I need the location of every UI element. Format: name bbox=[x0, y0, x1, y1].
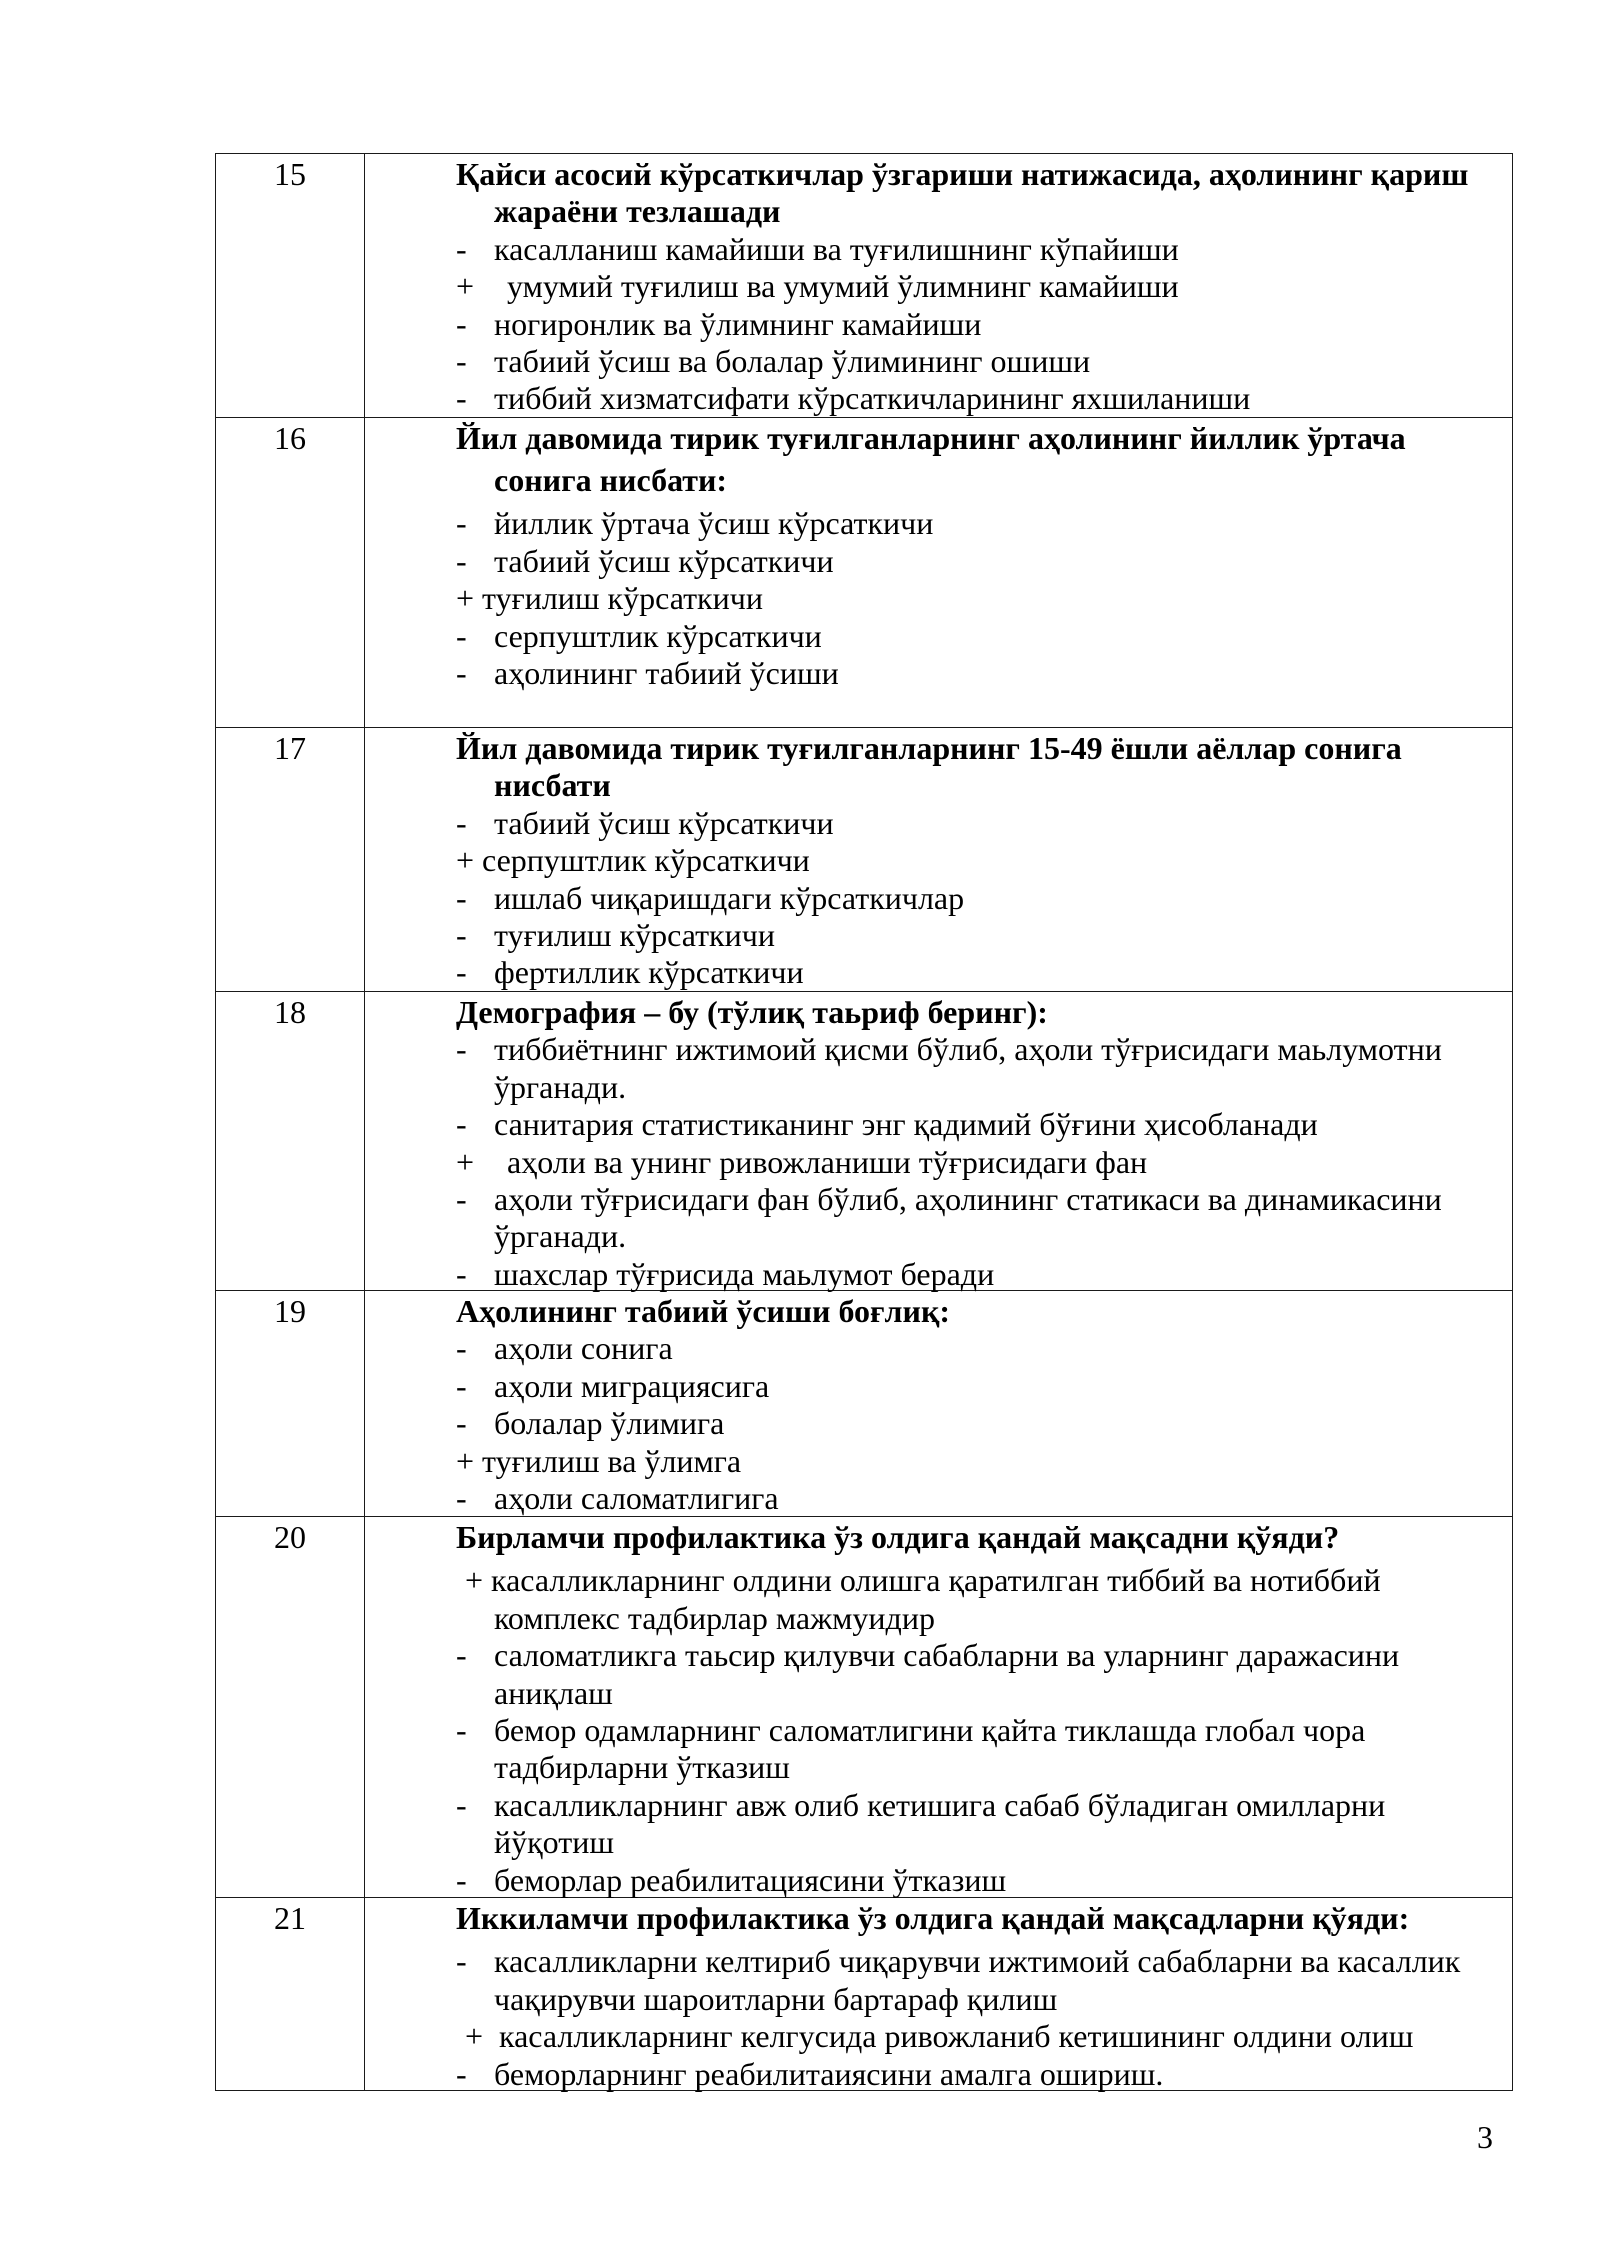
option-text: болалар ўлимига bbox=[494, 1405, 725, 1442]
option-line bbox=[456, 1749, 1512, 1786]
answer-option bbox=[456, 1480, 1512, 1517]
option-line bbox=[456, 1106, 1512, 1143]
option-text: ўрганади. bbox=[494, 1218, 627, 1255]
option-line bbox=[456, 842, 1512, 879]
answer-option bbox=[456, 1443, 1512, 1480]
answer-option bbox=[456, 1943, 1512, 2018]
option-line bbox=[456, 1862, 1512, 1899]
answer-option bbox=[456, 543, 1512, 580]
option-text: туғилиш кўрсаткичи bbox=[494, 916, 775, 953]
option-text: касалликларнинг олдини олишга қаратилган тиббий ва нотиббий bbox=[491, 1562, 1381, 1599]
question-cell bbox=[365, 154, 1512, 417]
answer-option bbox=[456, 505, 1512, 542]
option-marker: - bbox=[456, 1405, 467, 1442]
option-text: ногиронлик ва ўлимнинг камайиши bbox=[494, 305, 982, 342]
question-row-18 bbox=[216, 992, 1512, 1291]
option-line bbox=[456, 1405, 1512, 1442]
option-text: ишлаб чиқаришдаги кўрсаткичлар bbox=[494, 879, 965, 916]
option-line bbox=[456, 1480, 1512, 1517]
option-line bbox=[456, 1824, 1512, 1861]
answer-option bbox=[456, 1368, 1512, 1405]
option-marker: - bbox=[456, 1255, 467, 1292]
option-text: умумий туғилиш ва умумий ўлимнинг камайиши bbox=[507, 268, 1179, 305]
option-line bbox=[456, 1637, 1512, 1674]
question-number: 20 bbox=[216, 1517, 365, 1897]
option-line bbox=[456, 1712, 1512, 1749]
option-marker: - bbox=[456, 1943, 467, 1980]
option-line bbox=[456, 1787, 1512, 1824]
option-line bbox=[456, 231, 1512, 268]
option-line bbox=[456, 880, 1512, 917]
option-text: аҳолининг табиий ўсиши bbox=[494, 654, 839, 691]
answer-option bbox=[456, 1562, 1512, 1637]
option-marker: + bbox=[456, 1442, 475, 1479]
option-line bbox=[456, 1981, 1512, 2018]
question-number: 19 bbox=[216, 1291, 365, 1516]
option-marker: - bbox=[456, 505, 467, 542]
question-cell bbox=[365, 992, 1512, 1290]
option-line bbox=[456, 1256, 1512, 1293]
option-text: касалликларнинг авж олиб кетишига сабаб бўладиган омилларни bbox=[494, 1786, 1386, 1823]
option-text: табиий ўсиш ва болалар ўлимининг ошиши bbox=[494, 342, 1091, 379]
answer-option bbox=[456, 1144, 1512, 1181]
option-text: табиий ўсиш кўрсаткичи bbox=[494, 804, 834, 841]
question-row-20 bbox=[216, 1517, 1512, 1898]
question-row-16 bbox=[216, 418, 1512, 728]
option-marker: - bbox=[456, 1711, 467, 1748]
question-cell bbox=[365, 1291, 1512, 1516]
option-text: йиллик ўртача ўсиш кўрсаткичи bbox=[494, 505, 934, 542]
answer-option bbox=[456, 1787, 1512, 1862]
option-marker: + bbox=[456, 1143, 475, 1180]
option-line bbox=[456, 1562, 1512, 1599]
answer-option bbox=[456, 1712, 1512, 1787]
answer-option bbox=[456, 880, 1512, 917]
question-text: Қайси асосий кўрсаткичлар ўзгариши натижасида, аҳолининг қариш bbox=[456, 156, 1469, 192]
option-marker: - bbox=[456, 617, 467, 654]
option-marker: - bbox=[456, 954, 467, 991]
option-marker: - bbox=[456, 804, 467, 841]
option-line bbox=[456, 1144, 1512, 1181]
option-marker: - bbox=[456, 1861, 467, 1898]
option-marker: - bbox=[456, 1330, 467, 1367]
option-line bbox=[456, 1181, 1512, 1218]
option-marker: - bbox=[456, 1637, 467, 1674]
question-text: Демография – бу (тўлиқ таьриф беринг): bbox=[456, 994, 1048, 1030]
option-text: касалликларнинг келгусида ривожланиб кетишининг олдини олиш bbox=[499, 2018, 1414, 2055]
answer-option bbox=[456, 1862, 1512, 1899]
answer-option bbox=[456, 343, 1512, 380]
option-marker: - bbox=[456, 1031, 467, 1068]
question-number: 21 bbox=[216, 1898, 365, 2090]
question-line bbox=[456, 730, 1512, 767]
option-line bbox=[456, 1031, 1512, 1068]
option-text: туғилиш кўрсаткичи bbox=[482, 580, 763, 617]
option-text: чақирувчи шароитларни бартараф қилиш bbox=[494, 1980, 1058, 2017]
option-line bbox=[456, 805, 1512, 842]
option-text: касалланиш камайиши ва туғилишнинг кўпайиши bbox=[494, 230, 1179, 267]
question-line bbox=[456, 420, 1512, 457]
option-line bbox=[456, 580, 1512, 617]
answer-option bbox=[456, 1330, 1512, 1367]
option-text: беморлар реабилитациясини ўтказиш bbox=[494, 1861, 1007, 1898]
question-text: Йил давомида тирик туғилганларнинг аҳолининг йиллик ўртача bbox=[456, 420, 1406, 456]
question-line bbox=[456, 767, 1512, 804]
question-line bbox=[456, 1900, 1512, 1937]
option-marker: - bbox=[456, 1367, 467, 1404]
question-row-21 bbox=[216, 1898, 1512, 2091]
option-marker: - bbox=[456, 542, 467, 579]
option-line bbox=[456, 917, 1512, 954]
option-line bbox=[456, 543, 1512, 580]
option-marker: - bbox=[456, 2055, 467, 2092]
option-line bbox=[456, 1218, 1512, 1255]
option-text: серпуштлик кўрсаткичи bbox=[494, 617, 822, 654]
option-marker: - bbox=[456, 305, 467, 342]
question-number: 15 bbox=[216, 154, 365, 417]
option-marker: - bbox=[456, 916, 467, 953]
option-line bbox=[456, 1600, 1512, 1637]
question-cell bbox=[365, 1898, 1512, 2090]
answer-option bbox=[456, 2018, 1512, 2055]
question-cell bbox=[365, 1517, 1512, 1897]
option-marker: - bbox=[456, 654, 467, 691]
option-text: ўрганади. bbox=[494, 1068, 627, 1105]
option-text: санитария статистиканинг энг қадимий бўғини ҳисобланади bbox=[494, 1106, 1318, 1143]
answer-option bbox=[456, 380, 1512, 417]
option-text: аҳоли ва унинг ривожланиши тўғрисидаги фан bbox=[507, 1143, 1148, 1180]
option-text: шахслар тўғрисида маьлумот беради bbox=[494, 1255, 995, 1292]
answer-option bbox=[456, 580, 1512, 617]
answer-option bbox=[456, 1256, 1512, 1293]
question-cell bbox=[365, 728, 1512, 991]
question-number: 18 bbox=[216, 992, 365, 1290]
question-text: сонига нисбати: bbox=[494, 461, 728, 498]
option-text: тиббиётнинг ижтимоий қисми бўлиб, аҳоли тўғрисидаги маьлумотни bbox=[494, 1031, 1442, 1068]
option-line bbox=[456, 1330, 1512, 1367]
option-line bbox=[456, 618, 1512, 655]
option-marker: + bbox=[465, 2018, 484, 2055]
option-line bbox=[456, 268, 1512, 305]
answer-option bbox=[456, 655, 1512, 692]
option-marker: + bbox=[465, 1562, 484, 1599]
option-line bbox=[456, 380, 1512, 417]
question-row-17 bbox=[216, 728, 1512, 992]
option-marker: - bbox=[456, 1180, 467, 1217]
answer-option bbox=[456, 231, 1512, 268]
option-text: аниқлаш bbox=[494, 1674, 613, 1711]
option-marker: + bbox=[456, 580, 475, 617]
answer-option bbox=[456, 2056, 1512, 2093]
option-text: саломатликга таьсир қилувчи сабабларни ва уларнинг даражасини bbox=[494, 1637, 1400, 1674]
option-line bbox=[456, 505, 1512, 542]
option-text: табиий ўсиш кўрсаткичи bbox=[494, 542, 834, 579]
question-text: жараёни тезлашади bbox=[494, 193, 781, 230]
question-line bbox=[456, 193, 1512, 230]
option-text: фертиллик кўрсаткичи bbox=[494, 954, 804, 991]
question-text: Бирламчи профилактика ўз олдига қандай мақсадни қўяди? bbox=[456, 1519, 1340, 1555]
option-line bbox=[456, 343, 1512, 380]
answer-option bbox=[456, 1181, 1512, 1256]
question-line bbox=[456, 462, 1512, 499]
option-text: аҳоли миграциясига bbox=[494, 1367, 770, 1404]
option-marker: - bbox=[456, 342, 467, 379]
question-line bbox=[456, 994, 1512, 1031]
questions-table bbox=[215, 153, 1513, 2091]
question-number: 16 bbox=[216, 418, 365, 727]
answer-option bbox=[456, 1637, 1512, 1712]
question-line bbox=[456, 1519, 1512, 1556]
answer-option bbox=[456, 842, 1512, 879]
question-text: Аҳолининг табиий ўсиши боғлиқ: bbox=[456, 1293, 951, 1329]
option-text: беморларнинг реабилитаиясини амалга ошириш. bbox=[494, 2055, 1164, 2092]
option-text: аҳоли саломатлигига bbox=[494, 1479, 779, 1516]
option-line bbox=[456, 2018, 1512, 2055]
option-text: бемор одамларнинг саломатлигини қайта тиклашда глобал чора bbox=[494, 1711, 1366, 1748]
answer-option bbox=[456, 1405, 1512, 1442]
page-number: 3 bbox=[1477, 2119, 1493, 2155]
option-marker: - bbox=[456, 1479, 467, 1516]
question-text: Иккиламчи профилактика ўз олдига қандай мақсадларни қўяди: bbox=[456, 1900, 1410, 1936]
answer-option bbox=[456, 1031, 1512, 1106]
answer-option bbox=[456, 268, 1512, 305]
option-marker: - bbox=[456, 1106, 467, 1143]
question-row-19 bbox=[216, 1291, 1512, 1517]
question-line bbox=[456, 1293, 1512, 1330]
question-line bbox=[456, 156, 1512, 193]
option-text: йўқотиш bbox=[494, 1824, 614, 1861]
option-line bbox=[456, 655, 1512, 692]
option-text: тиббий хизматсифати кўрсаткичларининг яхшиланиши bbox=[494, 380, 1251, 417]
option-text: туғилиш ва ўлимга bbox=[482, 1442, 742, 1479]
option-line bbox=[456, 1368, 1512, 1405]
answer-option bbox=[456, 954, 1512, 991]
question-cell bbox=[365, 418, 1512, 727]
option-line bbox=[456, 954, 1512, 991]
option-text: касалликларни келтириб чиқарувчи ижтимоий сабабларни ва касаллик bbox=[494, 1943, 1461, 1980]
option-marker: + bbox=[456, 842, 475, 879]
question-text: нисбати bbox=[494, 767, 611, 804]
question-row-15 bbox=[216, 154, 1512, 418]
answer-option bbox=[456, 805, 1512, 842]
question-number: 17 bbox=[216, 728, 365, 991]
answer-option bbox=[456, 618, 1512, 655]
option-marker: + bbox=[456, 268, 475, 305]
option-marker: - bbox=[456, 230, 467, 267]
option-line bbox=[456, 1069, 1512, 1106]
option-text: аҳоли сонига bbox=[494, 1330, 673, 1367]
option-line bbox=[456, 1675, 1512, 1712]
option-line bbox=[456, 2056, 1512, 2093]
option-text: аҳоли тўғрисидаги фан бўлиб, аҳолининг статикаси ва динамикасини bbox=[494, 1180, 1442, 1217]
option-text: тадбирларни ўтказиш bbox=[494, 1749, 790, 1786]
option-line bbox=[456, 1943, 1512, 1980]
option-text: комплекс тадбирлар мажмуидир bbox=[494, 1599, 935, 1636]
question-text: Йил давомида тирик туғилганларнинг 15-49 ёшли аёллар сонига bbox=[456, 730, 1402, 766]
answer-option bbox=[456, 1106, 1512, 1143]
answer-option bbox=[456, 306, 1512, 343]
option-line bbox=[456, 1443, 1512, 1480]
answer-option bbox=[456, 917, 1512, 954]
option-marker: - bbox=[456, 380, 467, 417]
option-marker: - bbox=[456, 879, 467, 916]
option-line bbox=[456, 306, 1512, 343]
option-text: серпуштлик кўрсаткичи bbox=[482, 842, 810, 879]
option-marker: - bbox=[456, 1786, 467, 1823]
